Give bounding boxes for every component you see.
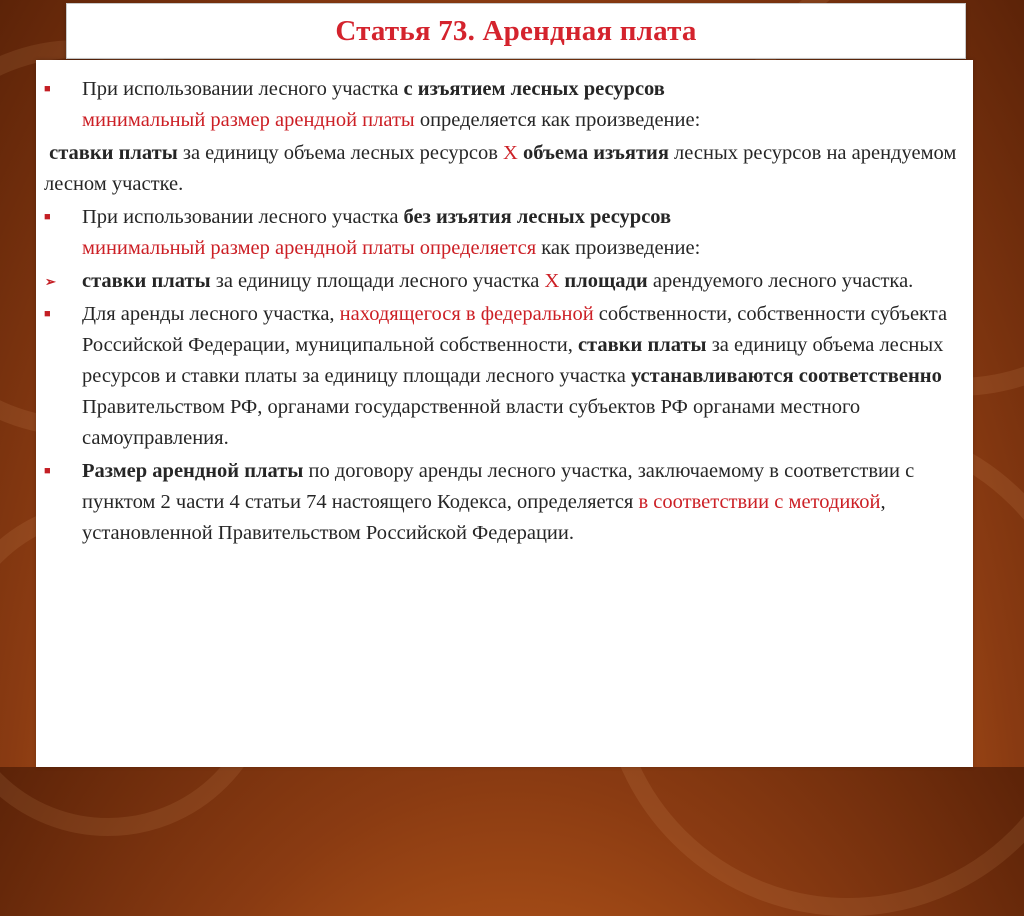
paragraph-4-text-part: арендуемого лесного участка. — [647, 270, 914, 292]
paragraph-5-text-part: за единицу объема лесных ресурсов и ставки платы за единицу площади лесного участка — [82, 334, 944, 387]
paragraph-2-text — [36, 138, 963, 200]
paragraph-5-text-part: собственности, собственности субъекта Российской Федерации, муниципальной собственности, — [82, 303, 948, 356]
slide-title: Статья 73. Арендная плата — [335, 14, 697, 47]
paragraph-5-text — [36, 299, 963, 454]
paragraph-4-text-part: за единицу площади лесного участка — [210, 270, 545, 292]
paragraph-3 — [36, 202, 963, 264]
multiply-symbol: Х — [503, 142, 518, 164]
paragraph-5-text-part: Правительством РФ, органами государственной власти субъектов РФ органами местного самоуправления. — [82, 396, 861, 449]
square-bullet-icon: ■ — [44, 83, 51, 95]
paragraph-5-bold: устанавливаются соответственно — [630, 365, 942, 387]
paragraph-4 — [36, 266, 963, 297]
paragraph-5-bold: ставки платы — [577, 334, 707, 356]
paragraph-6-text — [36, 456, 963, 549]
square-bullet-icon: ■ — [44, 308, 51, 320]
paragraph-4-bold: площади — [559, 270, 648, 292]
paragraph-3-text-part: При использовании лесного участка — [82, 206, 404, 228]
paragraph-1-text-part: определяется как произведение: — [414, 109, 701, 131]
paragraph-1 — [36, 74, 963, 136]
paragraph-2-bold: объема изъятия — [517, 142, 669, 164]
square-bullet-icon: ■ — [44, 211, 51, 223]
paragraph-6-bold: Размер арендной платы — [82, 460, 304, 482]
paragraph-6-text-part: , установленной Правительством Российской Федерации. — [82, 491, 886, 544]
arrow-bullet-icon: ➢ — [45, 274, 56, 289]
paragraph-2-bold: ставки платы — [49, 142, 178, 164]
slide-title-box — [66, 3, 966, 59]
paragraph-5-text-part: Для аренды лесного участка, — [82, 303, 340, 325]
paragraph-6-text-part: по договору аренды лесного участка, заключаемому в соответствии с пунктом 2 части 4 статьи 74 настоящего Кодекса, определяется — [82, 460, 915, 513]
paragraph-3-bold: без изъятия лесных ресурсов — [403, 206, 672, 228]
paragraph-5 — [36, 299, 963, 454]
paragraph-5-red: находящегося в федеральной — [339, 303, 594, 325]
paragraph-1-red: минимальный размер арендной платы — [82, 109, 415, 131]
paragraph-1-text-part: При использовании лесного участка — [82, 78, 404, 100]
paragraph-1-bold: с изъятием лесных ресурсов — [403, 78, 665, 100]
square-bullet-icon: ■ — [44, 465, 51, 477]
paragraph-2-text-part: лесных ресурсов на арендуемом лесном участке. — [44, 142, 957, 195]
slide-content — [36, 74, 963, 551]
slide-content-box — [36, 60, 973, 767]
paragraph-6 — [36, 456, 963, 549]
paragraph-3-text-part: как произведение: — [536, 237, 701, 259]
paragraph-4-text — [36, 266, 963, 297]
paragraph-4-bold: ставки платы — [82, 270, 211, 292]
paragraph-3-text — [36, 202, 963, 264]
multiply-symbol: Х — [544, 270, 560, 292]
paragraph-1-text — [36, 74, 963, 136]
paragraph-2-text-part: за единицу объема лесных ресурсов — [177, 142, 504, 164]
paragraph-3-red: минимальный размер арендной платы определяется — [82, 237, 537, 259]
paragraph-6-red: в соответствии с методикой — [638, 491, 881, 513]
paragraph-2 — [36, 138, 963, 200]
